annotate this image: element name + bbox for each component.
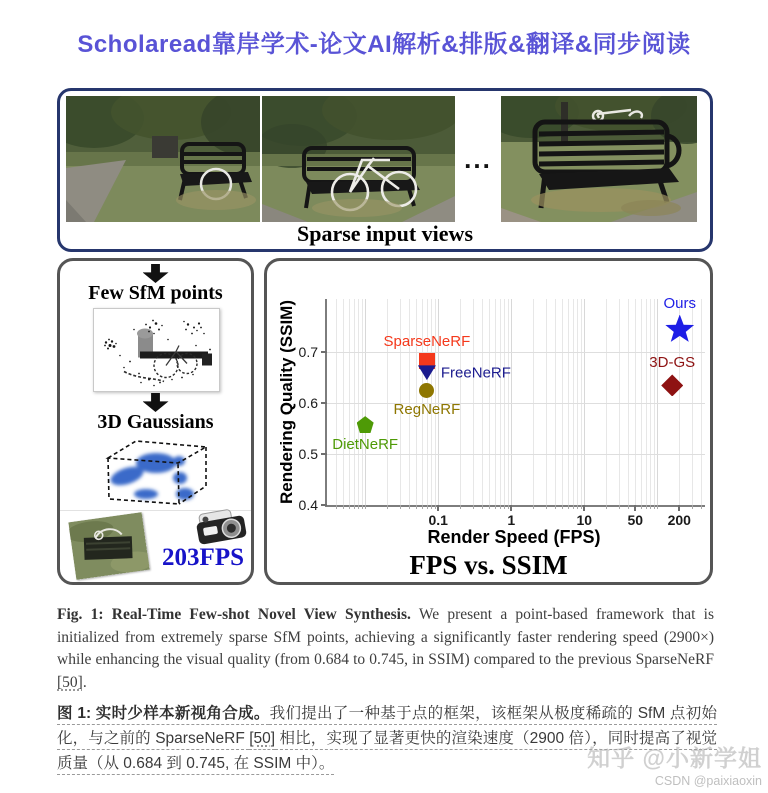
- citation-link-en[interactable]: [50]: [57, 673, 83, 691]
- chart-panel: [264, 258, 713, 585]
- point-RegNeRF: [419, 383, 434, 398]
- app-title: Scholaread靠岸学术-论文AI解析&排版&翻译&同步阅读: [77, 31, 691, 58]
- rendered-bench-illustration: [68, 512, 149, 580]
- y-axis-label: Rendering Quality (SSIM): [277, 299, 296, 505]
- gaussians-image: [100, 436, 212, 508]
- down-arrow-icon: [143, 264, 169, 283]
- caption-en-body: We present a point-based framework that is initialized from extremely sparse SfM points, achieving a significantly faster rendering speed (2900×) while enhancing the visual quality (from 0.684 to 0.745, in SSIM) compared to the previous SparseNeRF: [57, 606, 714, 668]
- caption-zh-tail: 相比，实现了显著更快的渲染速度（2900 倍），同时提高了视觉质量（从 0.684 到 0.745, 在 SSIM 中）。: [57, 730, 717, 772]
- caption-en-tail: .: [82, 673, 87, 691]
- caption-zh-body: 我们提出了一种基于点的框架，该框架从极度稀疏的 SfM 点初始化，与之前的 SparseNeRF: [57, 705, 717, 747]
- point-label-DietNeRF: DietNeRF: [332, 436, 399, 454]
- x-axis-label: Render Speed (FPS): [427, 527, 601, 547]
- sfm-pointcloud-image: [93, 308, 220, 392]
- zhihu-watermark: 知乎 @小新学姐: [587, 745, 762, 771]
- point-label-Ours: Ours: [663, 294, 697, 312]
- down-arrow-icon: [143, 393, 169, 412]
- point-label-RegNeRF: RegNeRF: [393, 401, 461, 419]
- render-result-row: [60, 510, 251, 580]
- park-scene-3-illustration: [501, 96, 697, 222]
- csdn-watermark: CSDN @paixiaoxin: [654, 774, 762, 788]
- point-label-SparseNeRF: SparseNeRF: [383, 332, 471, 350]
- plot-area: 0.4 0.5 0.6 0.7 0.1 1 10 50 200 Ours 3D-GS SparseNeRF FreeNeRF RegNeRF DietNeRF: [325, 299, 705, 507]
- point-DietNeRF: [357, 416, 374, 433]
- park-scene-2-illustration: [262, 96, 455, 222]
- point-label-FreeNeRF: FreeNeRF: [440, 364, 511, 382]
- input-view-photo-1: [66, 96, 260, 222]
- input-photos-row: [66, 96, 704, 222]
- caption-en-bold-label: Fig. 1: Real-Time Few-shot Novel View Synthesis.: [57, 606, 411, 623]
- park-scene-1-illustration: [66, 96, 260, 222]
- sfm-points-label: Few SfM points: [88, 282, 223, 304]
- point-label-3D-GS: 3D-GS: [649, 354, 696, 372]
- chart-title: FPS vs. SSIM: [409, 550, 568, 580]
- caption-zh-bold-label: 图 1: 实时少样本新视角合成。: [57, 705, 270, 722]
- gaussian-box-illustration: [100, 436, 212, 508]
- figure-caption-english: [57, 604, 714, 694]
- ellipsis-text: ...: [464, 143, 492, 174]
- gaussians-label: 3D Gaussians: [97, 411, 214, 433]
- sparse-views-panel: [57, 88, 713, 252]
- input-view-photo-3: [501, 96, 697, 222]
- camera-icon-svg: [192, 505, 249, 549]
- rendered-view-image: [68, 512, 149, 580]
- fps-badge: 203FPS: [162, 544, 244, 571]
- pointcloud-illustration: [94, 309, 219, 391]
- point-FreeNeRF: [418, 365, 436, 380]
- pipeline-panel: [57, 258, 254, 585]
- sparse-views-label: Sparse input views: [296, 221, 474, 246]
- watermark: [587, 740, 762, 788]
- citation-link-zh[interactable]: [50]: [249, 730, 276, 747]
- input-view-photo-2: [262, 96, 455, 222]
- camera-icon: [192, 505, 249, 549]
